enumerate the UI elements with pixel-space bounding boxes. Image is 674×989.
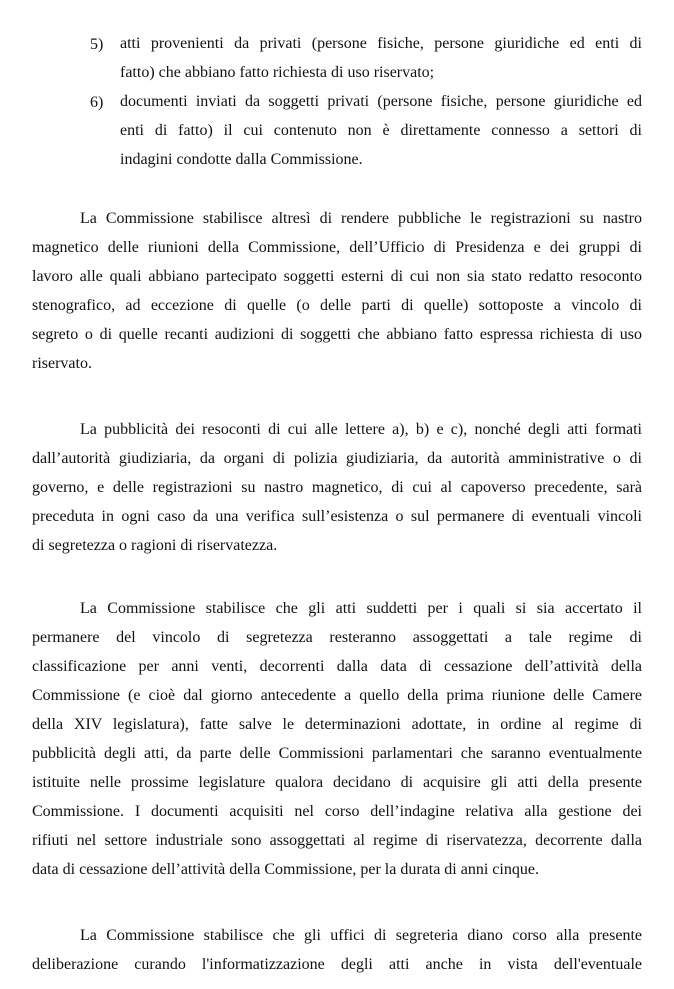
- text-line: documenti inviati da soggetti privati (persone fisiche, persone giuridiche ed: [120, 93, 642, 110]
- text-line: indagini condotte dalla Commissione.: [120, 151, 363, 168]
- text-line: La pubblicità dei resoconti di cui alle lettere a), b) e c), nonché degli atti formati: [80, 421, 642, 438]
- text-line: pubblicità degli atti, da parte delle Commissioni parlamentari che saranno eventualmente: [32, 745, 642, 762]
- text-line: fatto) che abbiano fatto richiesta di uso riservato;: [120, 64, 435, 81]
- text-line: classificazione per anni venti, decorrenti dalla data di cessazione dell’attività della: [32, 658, 642, 675]
- text-line: istituite nelle prossime legislature qualora decidano di acquisire gli atti della presente: [32, 774, 642, 791]
- text-line: La Commissione stabilisce altresì di rendere pubbliche le registrazioni su nastro: [80, 210, 642, 227]
- text-line: La Commissione stabilisce che gli atti suddetti per i quali si sia accertato il: [80, 600, 642, 617]
- text-line: rifiuti nel settore industriale sono assoggettati al regime di riservatezza, decorrente dalla: [32, 832, 642, 849]
- text-line: atti provenienti da privati (persone fisiche, persone giuridiche ed enti di: [120, 35, 642, 52]
- text-line: permanere del vincolo di segretezza resteranno assoggettati a tale regime di: [32, 629, 642, 646]
- text-line: riservato.: [32, 355, 92, 372]
- text-line: deliberazione curando l'informatizzazione degli atti anche in vista dell'eventuale: [32, 956, 642, 973]
- text-line: Commissione (e cioè dal giorno antecedente a quello della prima riunione delle Camere: [32, 687, 642, 704]
- text-line: La Commissione stabilisce che gli uffici di segreteria diano corso alla presente: [80, 927, 642, 944]
- text-line: data di cessazione dell’attività della Commissione, per la durata di anni cinque.: [32, 861, 539, 878]
- text-line: magnetico delle riunioni della Commissione, dell’Ufficio di Presidenza e dei gruppi di: [32, 239, 642, 256]
- text-line: dall’autorità giudiziaria, da organi di polizia giudiziaria, da autorità amministrative o di: [32, 450, 642, 467]
- text-line: governo, e delle registrazioni su nastro magnetico, di cui al capoverso precedente, sarà: [32, 479, 642, 496]
- list-item-number: 6): [90, 94, 104, 111]
- text-line: lavoro alle quali abbiano partecipato soggetti esterni di cui non sia stato redatto resoconto: [32, 268, 642, 285]
- text-line: preceduta in ogni caso da una verifica sull’esistenza o sul permanere di eventuali vincoli: [32, 508, 642, 525]
- text-line: enti di fatto) il cui contenuto non è direttamente connesso a settori di: [120, 122, 642, 139]
- text-line: Commissione. I documenti acquisiti nel corso dell’indagine relativa alla gestione dei: [32, 803, 642, 820]
- text-line: segreto o di quelle recanti audizioni di soggetti che abbiano fatto espressa richiesta di uso: [32, 326, 642, 343]
- list-item-number: 5): [90, 36, 104, 53]
- text-line: di segretezza o ragioni di riservatezza.: [32, 537, 278, 554]
- text-line: della XIV legislatura), fatte salve le determinazioni adottate, in ordine al regime di: [32, 716, 642, 733]
- text-line: stenografico, ad eccezione di quelle (o delle parti di quelle) sottoposte a vincolo di: [32, 297, 642, 314]
